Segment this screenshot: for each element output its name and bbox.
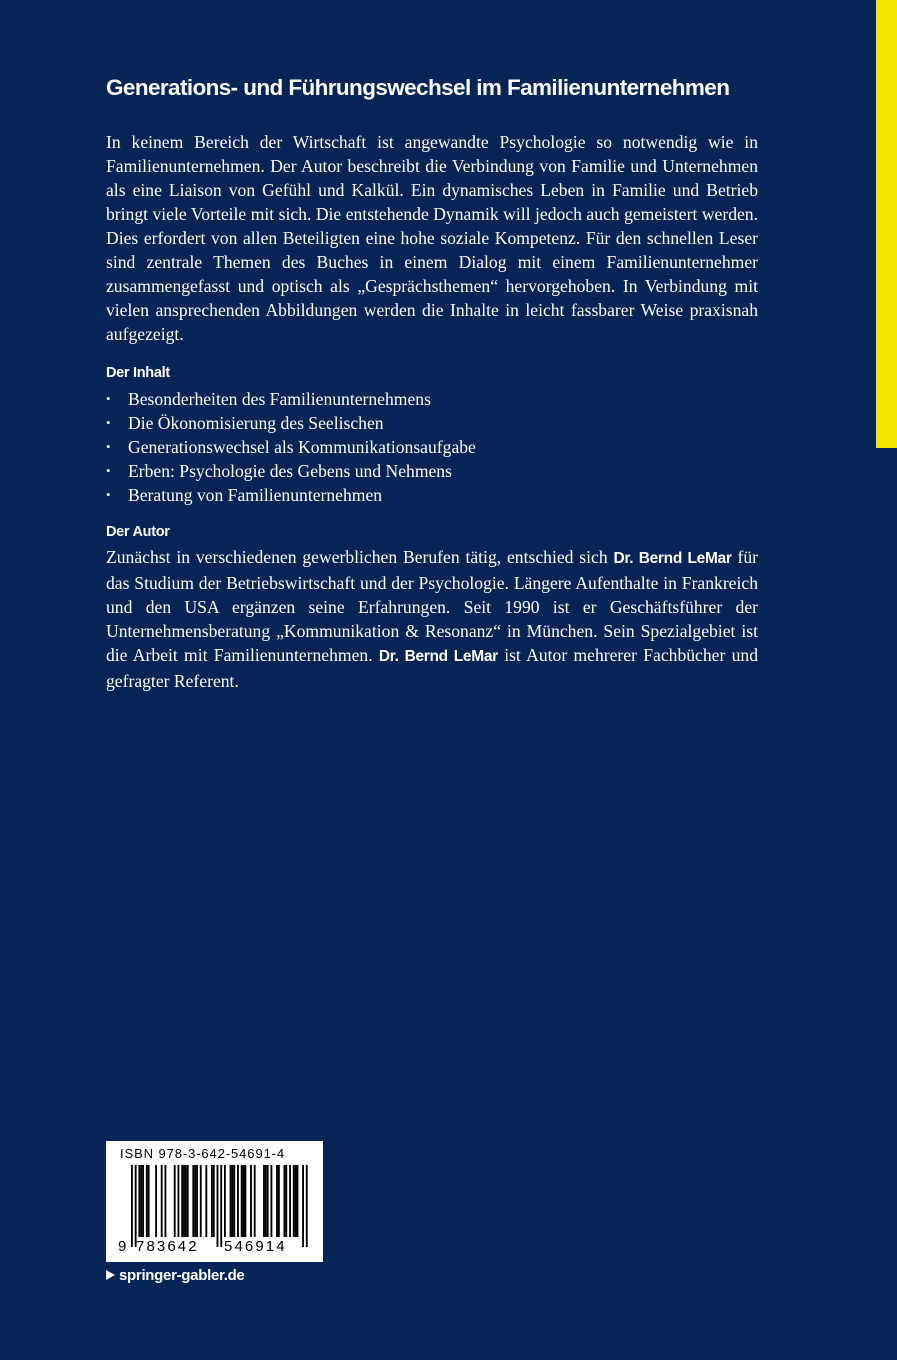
book-description: In keinem Bereich der Wirtschaft ist angewandte Psychologie so notwendig wie in Familienunternehmen. Der Autor beschreibt die Verbindung von Familie und Unternehmen als eine Liaison von Gefühl und Kalkül. Ein dynamisches Leben in Familie und Betrieb bringt viele Vorteile mit sich. Die entstehende Dynamik will jedoch auch gemeistert werden. Dies erfordert von allen Beteiligten eine hohe soziale Kompetenz. Für den schnellen Leser sind zentrale Themen des Buches in einem Dialog mit einem Familienunternehmer zusammengefasst und optisch als „Gesprächsthemen“ hervorgehoben. In Verbindung mit vielen ansprechenden Abbildungen werden die Inhalte in leicht fassbarer Weise praxisnah aufgezeigt. bbox=[106, 132, 758, 344]
contents-item bbox=[106, 435, 758, 459]
barcode-digits-left: 783642 bbox=[136, 1238, 199, 1255]
barcode-bar bbox=[196, 1165, 198, 1237]
barcode-guard-bar bbox=[131, 1165, 133, 1247]
barcode-guard-bar bbox=[217, 1165, 219, 1247]
barcode-bar bbox=[271, 1165, 273, 1237]
contents-item bbox=[106, 387, 758, 411]
barcode-bar bbox=[278, 1165, 280, 1237]
barcode-bar bbox=[295, 1165, 297, 1237]
author-bio-part: für das Studium der Betriebswirtschaft und der Psychologie. Längere Aufenthalte in Frankreich und den USA ergänzen seine Erfahrungen. Seit 1990 ist er Geschäftsführer der Unternehmensberatung „Kommunikation & Resonanz“ in München. Sein Spezialgebiet ist die Arbeit mit Familienunternehmen. bbox=[106, 547, 758, 665]
back-cover-content bbox=[106, 72, 758, 693]
barcode-bar bbox=[213, 1165, 215, 1237]
barcode-bar bbox=[243, 1165, 245, 1237]
barcode-bar bbox=[146, 1165, 148, 1237]
barcode-bar bbox=[297, 1165, 299, 1237]
contents-item bbox=[106, 483, 758, 507]
barcode-bar bbox=[224, 1165, 226, 1237]
contents-item-label: Die Ökonomisierung des Seelischen bbox=[128, 413, 384, 433]
barcode-guard-bar bbox=[135, 1165, 137, 1247]
barcode-bar bbox=[140, 1165, 142, 1237]
contents-item-label: Beratung von Familienunternehmen bbox=[128, 485, 383, 505]
barcode-bar bbox=[250, 1165, 252, 1237]
arrow-right-icon bbox=[106, 1270, 115, 1280]
barcode-bar bbox=[155, 1165, 157, 1237]
barcode-bar bbox=[263, 1165, 265, 1237]
contents-item-label: Erben: Psychologie des Gebens und Nehmens bbox=[128, 461, 452, 481]
barcode-bar bbox=[285, 1165, 287, 1237]
barcode-bar bbox=[230, 1165, 232, 1237]
contents-item bbox=[106, 411, 758, 435]
barcode-bar bbox=[142, 1165, 144, 1237]
barcode-bar bbox=[276, 1165, 278, 1237]
barcode-digits-right: 546914 bbox=[224, 1238, 287, 1255]
barcode-bar bbox=[192, 1165, 194, 1237]
barcode-bar bbox=[205, 1165, 207, 1237]
barcode-bar bbox=[161, 1165, 163, 1237]
barcode-bar bbox=[138, 1165, 140, 1237]
barcode-bar bbox=[178, 1165, 180, 1237]
barcode-bar bbox=[284, 1165, 286, 1237]
barcode-guard-bar bbox=[306, 1165, 308, 1247]
contents-list bbox=[106, 387, 758, 507]
barcode-bar bbox=[267, 1165, 269, 1237]
contents-item bbox=[106, 459, 758, 483]
isbn-barcode bbox=[106, 1141, 323, 1262]
barcode-guard-bar bbox=[302, 1165, 304, 1247]
barcode-bar bbox=[231, 1165, 233, 1237]
barcode-digit-first: 9 bbox=[118, 1238, 129, 1255]
barcode-bar bbox=[237, 1165, 239, 1237]
barcode-bar bbox=[185, 1165, 187, 1237]
author-bio-part: ist Autor mehrerer Fachbücher und gefragter Referent. bbox=[106, 645, 758, 691]
barcode-bar bbox=[148, 1165, 150, 1237]
barcode-bar bbox=[181, 1165, 183, 1237]
barcode-bar bbox=[241, 1165, 243, 1237]
barcode-bar bbox=[233, 1165, 235, 1237]
book-title: Generations- und Führungswechsel im Familienunternehmen bbox=[106, 75, 730, 100]
author-heading: Der Autor bbox=[106, 524, 170, 540]
yellow-accent-bar bbox=[876, 0, 897, 448]
barcode-bar bbox=[211, 1165, 213, 1237]
author-name: Dr. Bernd LeMar bbox=[378, 648, 498, 665]
isbn-label: ISBN 978-3-642-54691-4 bbox=[120, 1146, 286, 1161]
bullet-icon: • bbox=[106, 391, 111, 406]
bullet-icon: • bbox=[106, 415, 111, 430]
barcode-bar bbox=[254, 1165, 256, 1237]
contents-heading: Der Inhalt bbox=[106, 365, 170, 381]
barcode-bar bbox=[174, 1165, 176, 1237]
author-bio bbox=[106, 545, 758, 693]
contents-item-label: Besonderheiten des Familienunternehmens bbox=[128, 389, 431, 409]
publisher-link[interactable] bbox=[106, 1265, 244, 1287]
barcode-bar bbox=[289, 1165, 291, 1237]
bullet-icon: • bbox=[106, 463, 111, 478]
author-bio-part: Zunächst in verschiedenen gewerblichen Berufen tätig, entschied sich bbox=[106, 547, 614, 567]
barcode-bar bbox=[200, 1165, 202, 1237]
publisher-url: springer-gabler.de bbox=[119, 1267, 245, 1284]
bullet-icon: • bbox=[106, 487, 111, 502]
bullet-icon: • bbox=[106, 439, 111, 454]
barcode-bar bbox=[164, 1165, 166, 1237]
barcode-bar bbox=[187, 1165, 189, 1237]
author-name: Dr. Bernd LeMar bbox=[613, 550, 732, 567]
barcode-bar bbox=[194, 1165, 196, 1237]
barcode-guard-bar bbox=[220, 1165, 222, 1247]
barcode-bar bbox=[244, 1165, 246, 1237]
contents-item-label: Generationswechsel als Kommunikationsaufgabe bbox=[128, 437, 476, 457]
barcode-bar bbox=[183, 1165, 185, 1237]
barcode-bar bbox=[265, 1165, 267, 1237]
barcode-bar bbox=[293, 1165, 295, 1237]
